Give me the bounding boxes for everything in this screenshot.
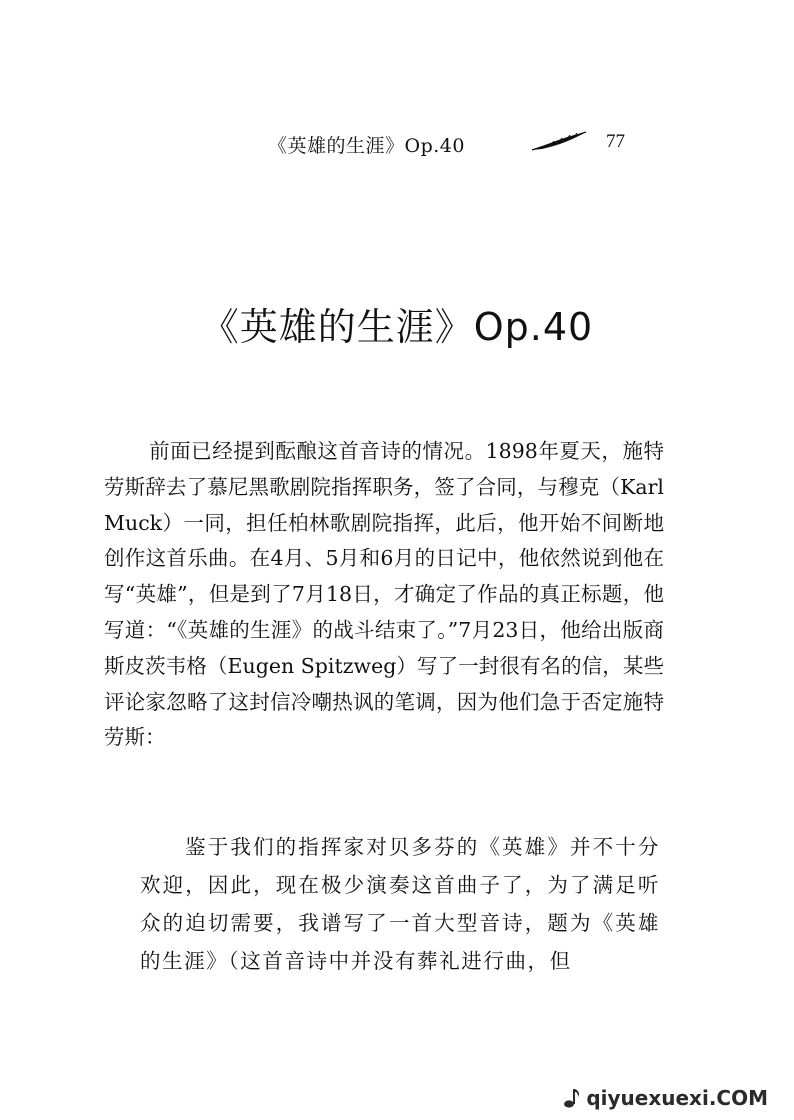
site-watermark bbox=[563, 1086, 768, 1110]
running-header bbox=[268, 128, 648, 158]
music-note-icon bbox=[563, 1087, 581, 1109]
page-number: 77 bbox=[606, 131, 625, 152]
chapter-title: 《英雄的生涯》Op.40 bbox=[200, 305, 594, 349]
quill-feather-icon bbox=[530, 130, 588, 156]
running-header-title: 《英雄的生涯》Op.40 bbox=[268, 135, 465, 157]
block-quote: 鉴于我们的指挥家对贝多芬的《英雄》并不十分欢迎，因此，现在极少演奏这首曲子了，为了满足听众的迫切需要，我谱写了一首大型音诗，题为《英雄的生涯》（这首音诗中并没有葬礼进行曲，但 bbox=[140, 835, 660, 973]
watermark-text: qiyuexuexi.COM bbox=[586, 1086, 768, 1110]
body-paragraph: 前面已经提到酝酿这首音诗的情况。1898年夏天，施特劳斯辞去了慕尼黑歌剧院指挥职务，签了合同，与穆克（Karl Muck）一同，担任柏林歌剧院指挥，此后，他开始不间断地创作这首乐曲。在4月、5月和6月的日记中，他依然说到他在写“英雄”，但是到了7月18日，才确定了作品的真正标题，他写道：“《英雄的生涯》的战斗结束了。”7月23日，他给出版商斯皮茨韦格（Eugen Spitzweg）写了一封很有名的信，某些评论家忽略了这封信冷嘲热讽的笔调，因为他们急于否定施特劳斯： bbox=[104, 439, 664, 750]
